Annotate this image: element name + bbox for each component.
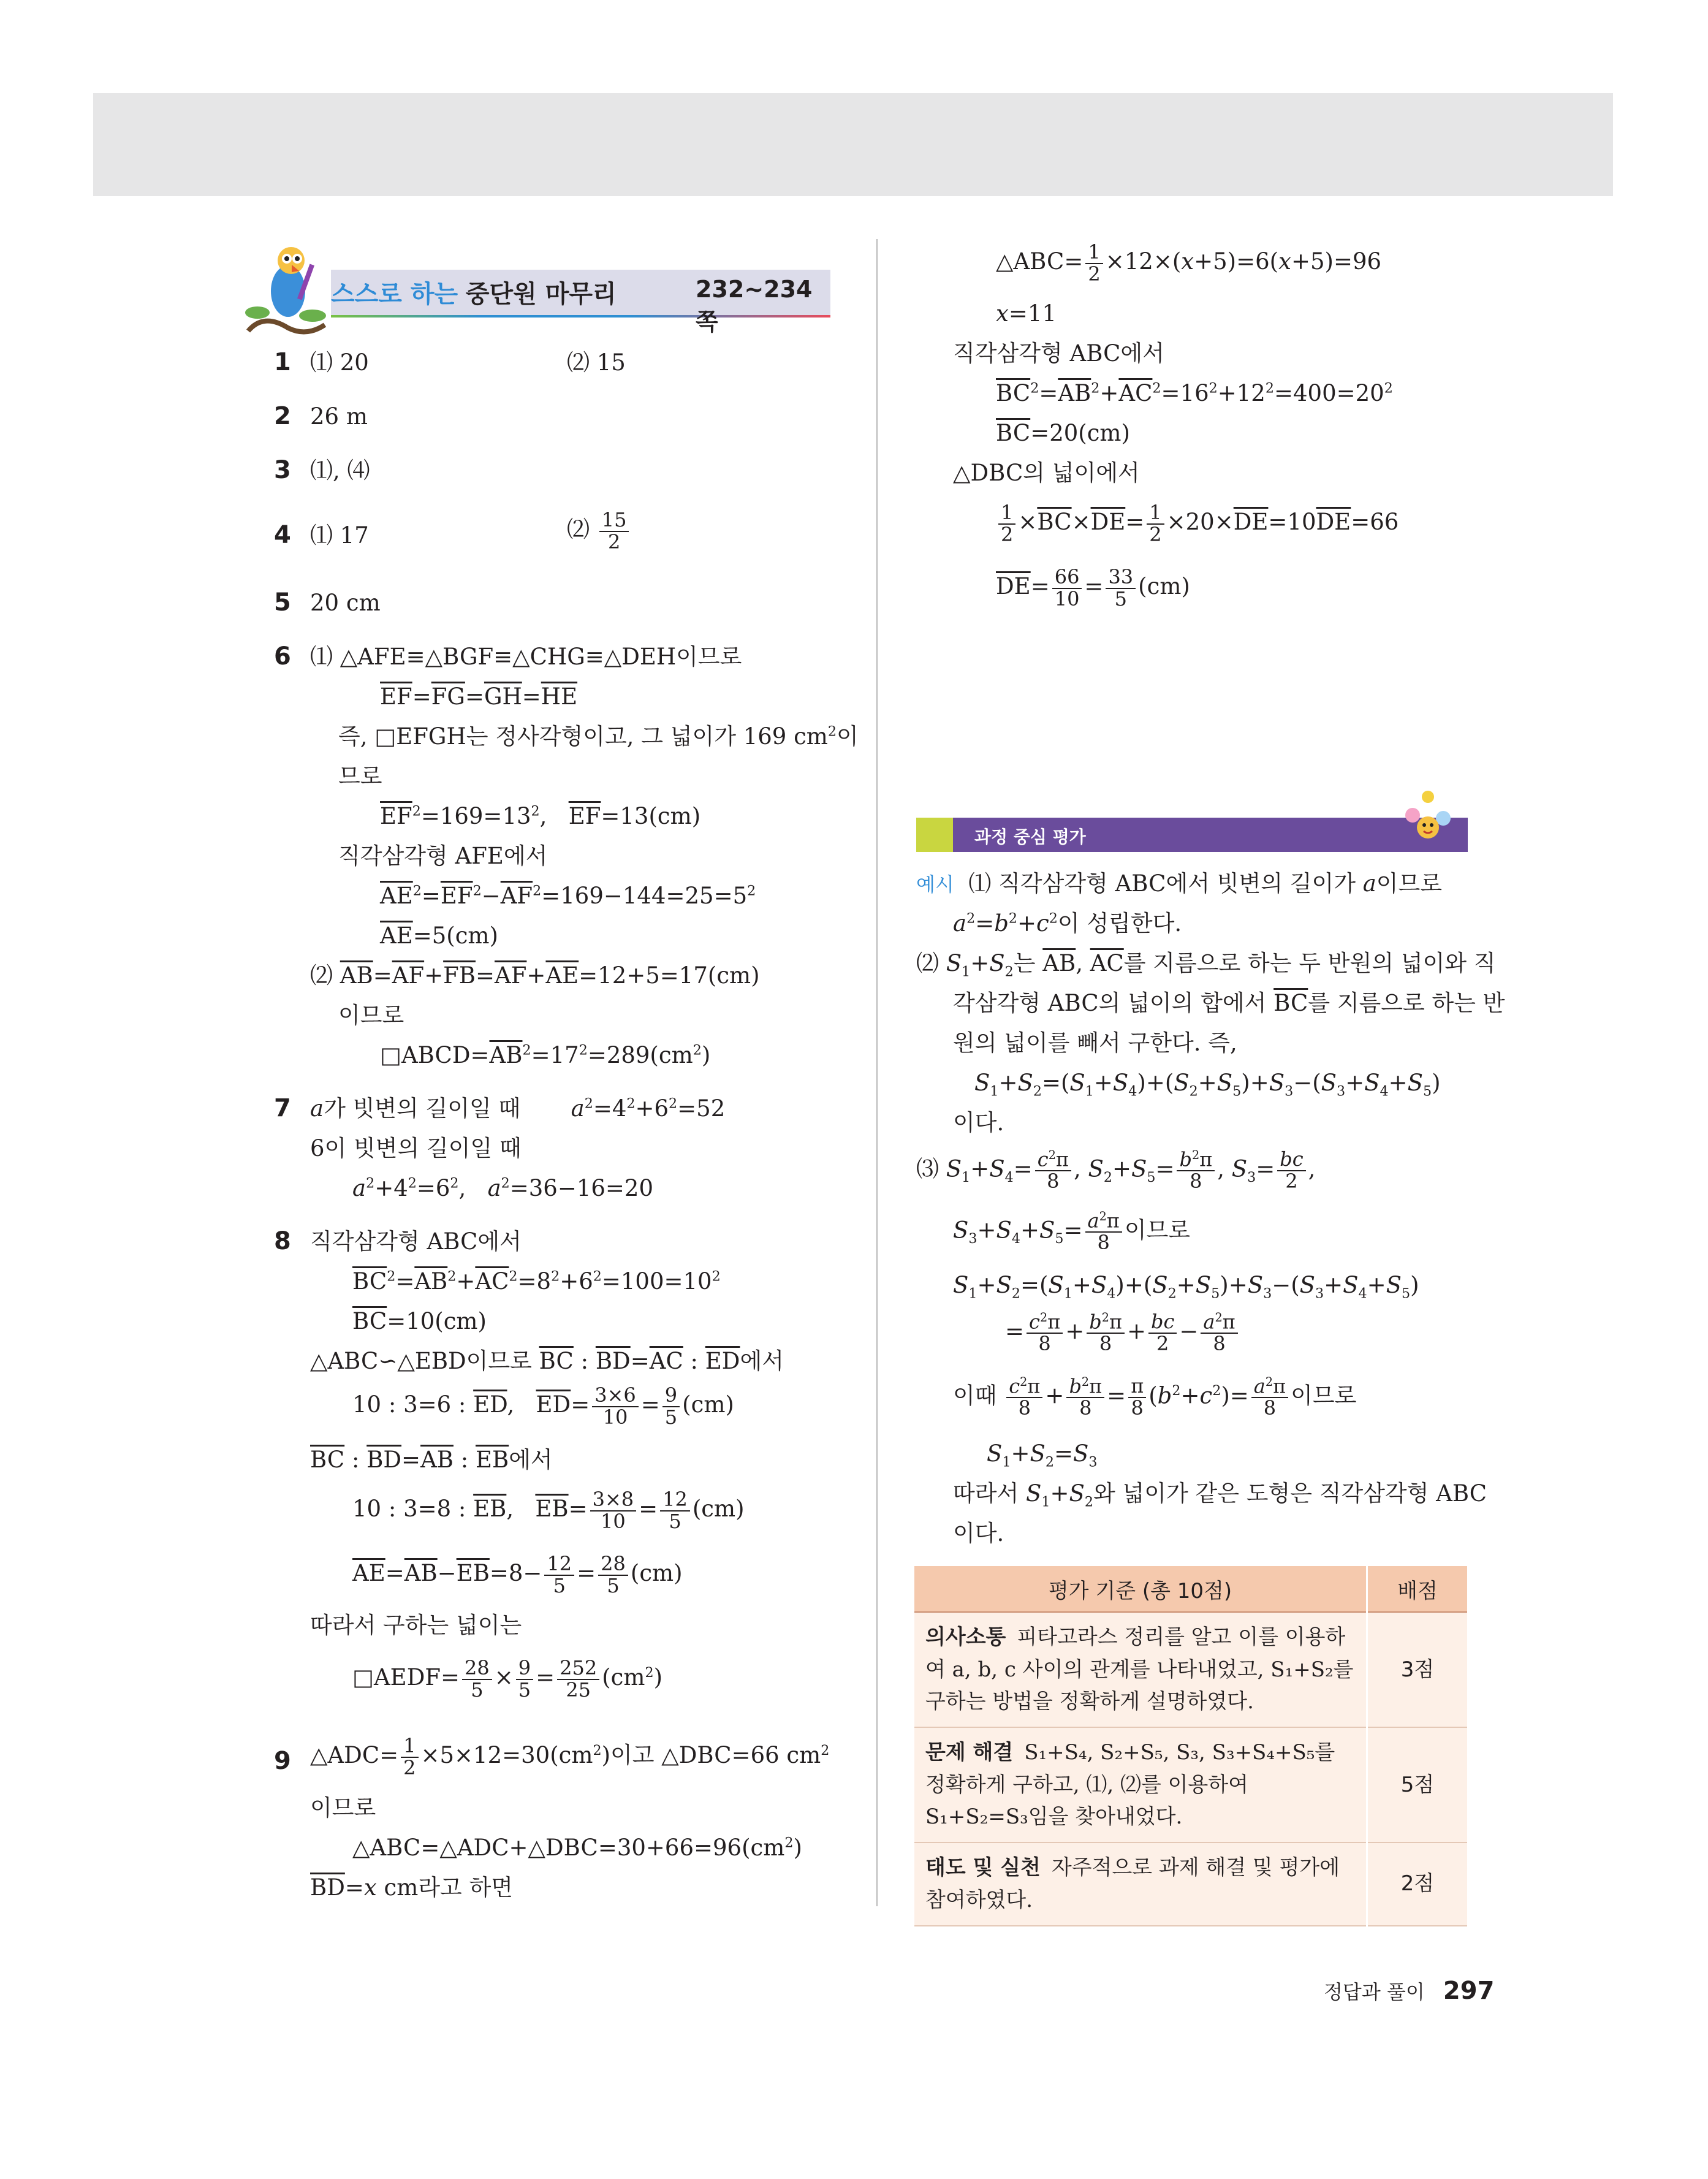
criterion-description: 피타고라스 정리를 알고 이를 이용하여 a, b, c 사이의 관계를 나타내었고, S₁+S₂를 구하는 방법을 정확하게 설명하였다. [925, 1625, 1354, 1714]
solution-line: 직각삼각형 AFE에서 [338, 843, 548, 869]
answer-2-text: 26 m [310, 403, 368, 430]
solution-line: $a^2+4^2=6^2$, $a^2=36-16=20$ [352, 1175, 654, 1201]
solution-line: 이다. [953, 1109, 1004, 1136]
evaluation-table [914, 1566, 1467, 1926]
solution-line: $S_1+S_2=S_3$ [987, 1440, 1098, 1470]
solution-line: $\overline{BC}$ : $\overline{BD}=\overline{AB}$ : $\overline{EB}$에서 [310, 1447, 553, 1473]
answer-7-number: 7 [274, 1094, 291, 1122]
solution-line: △ADC= $\frac{1}{2}$ $\times 5\times 12=30(cm^2)$이고 △DBC=66 $cm^2$ [310, 1734, 830, 1779]
top-band [93, 93, 1613, 196]
solution-line: ⑴ △AFE≡△BGF≡△CHG≡△DEH이므로 [310, 644, 742, 670]
solution-line: △DBC의 넓이에서 [953, 460, 1140, 486]
answer-6-number: 6 [274, 642, 291, 671]
solution-line: 6이 빗변의 길이일 때 [310, 1135, 522, 1162]
solution-line: △ABC= $\frac{1}{2}$ ×12×(x+5)=6(x+5)=96 [996, 240, 1382, 286]
solution-line: 각삼각형 ABC의 넓이의 합에서 $\overline{BC}$를 지름으로 하는 반 [953, 990, 1505, 1016]
solution-line: $\overline{DE}=$ $\frac{66}{10}$ = $\frac{33}{5}$ (cm) [996, 565, 1190, 610]
answer-4-denominator: 2 [607, 530, 621, 553]
answer-4-part1: ⑴ 17 [310, 522, 369, 549]
solution-line: 따라서 구하는 넓이는 [310, 1612, 522, 1638]
solution-line: $S_3+S_4+S_5=$ $\frac{a^2\pi}{8}$ 이므로 [953, 1209, 1191, 1255]
criterion-cell [914, 1612, 1367, 1727]
score-cell: 2점 [1367, 1842, 1468, 1925]
answer-4-part2 [567, 510, 631, 552]
solution-line: $\frac{1}{2}$ $\times\overline{BC}\times\overline{DE}=$ $\frac{1}{2}$ $\times 20\times\overline{DE}=10\overline{DE}=66$ [996, 503, 1399, 545]
answer-5-text: 20 cm [310, 590, 381, 616]
criterion-label: 태도 및 실천 [925, 1855, 1041, 1880]
answer-8-number: 8 [274, 1227, 291, 1255]
banner-title-light: 스스로 하는 [331, 280, 458, 308]
solution-line: 직각삼각형 ABC에서 [953, 340, 1164, 367]
table-header-criteria: 평가 기준 (총 10점) [914, 1566, 1367, 1612]
answer-4-number: 4 [274, 521, 291, 549]
banner-title [331, 275, 617, 310]
solution-line: $S_1+S_2=(S_1+S_4)+(S_2+S_5)+S_3-(S_3+S_4+S_5)$ [953, 1272, 1419, 1302]
solution-line: 즉, □EFGH는 정사각형이고, 그 넓이가 169 $cm^2$이 [338, 723, 859, 750]
solution-line: 따라서 $S_1+S_2$와 넓이가 같은 도형은 직각삼각형 ABC [953, 1480, 1487, 1510]
parrot-icon [239, 239, 331, 337]
solution-line: 직각삼각형 ABC에서 [310, 1228, 522, 1255]
solution-line: $\overline{BC}^2=\overline{AB}^2+\overline{AC}^2=16^2+12^2=400=20^2$ [996, 380, 1393, 406]
table-row [914, 1612, 1467, 1727]
solution-line: 원의 넓이를 빼서 구한다. 즉, [953, 1030, 1237, 1056]
answer-4-fraction [599, 510, 629, 552]
solution-line: △ABC∽△EBD이므로 $\overline{BC}$ : $\overline{BD}=\overline{AC}$ : $\overline{ED}$에서 [310, 1348, 784, 1374]
solution-line: 예시 ⑴ 직각삼각형 ABC에서 빗변의 길이가 a이므로 [916, 870, 1443, 897]
solution-line: $□ABCD=\overline{AB}^2=17^2=289(cm^2)$ [380, 1042, 711, 1068]
solution-line: 이때 $\frac{c^2\pi}{8}$ + $\frac{b^2\pi}{8}$ = $\frac{\pi}{8}$ $(b^2+c^2)=$ $\frac{a^2\pi}{8}$ 이므로 [953, 1374, 1357, 1420]
answer-4-part2-prefix: ⑵ [567, 516, 590, 543]
solution-line: ⑵ $S_1+S_2$는 $\overline{AB}$, $\overline{AC}$를 지름으로 하는 두 반원의 넓이와 직 [916, 950, 1496, 980]
section-banner [239, 239, 830, 335]
page-footer [1324, 1977, 1494, 2005]
solution-line: 이므로 [310, 1795, 376, 1821]
solution-line: $a^2=b^2+c^2$이 성립한다. [953, 910, 1182, 937]
answer-2-number: 2 [274, 402, 291, 430]
score-cell: 5점 [1367, 1727, 1468, 1842]
solution-line: 10 : 3=6 : $\overline{ED}$, $\overline{ED}=$ $\frac{3\times 6}{10}$ = $\frac{9}{5}$ (cm) [352, 1383, 734, 1429]
solution-line: 이다. [953, 1520, 1004, 1546]
badge-tip [916, 818, 953, 852]
criterion-label: 의사소통 [925, 1625, 1006, 1649]
solution-line: $\overline{EF}=\overline{FG}=\overline{GH}=\overline{HE}$ [380, 683, 578, 710]
solution-line: $\triangle ABC=\triangle ADC+\triangle DBC=30+66=96(cm^2)$ [352, 1835, 802, 1861]
answer-1-part1: ⑴ 20 [310, 349, 369, 376]
answer-1-number: 1 [274, 348, 291, 376]
solution-line: $S_1+S_2=(S_1+S_4)+(S_2+S_5)+S_3-(S_3+S_4+S_5)$ [974, 1070, 1441, 1100]
answer-3-text: ⑴, ⑷ [310, 457, 370, 484]
table-header-row [914, 1566, 1467, 1612]
answer-5-number: 5 [274, 588, 291, 617]
solution-line: $\overline{BC}=20(cm)$ [996, 420, 1130, 446]
solution-line: x=11 [996, 300, 1057, 327]
table-row [914, 1842, 1467, 1925]
table-header-score: 배점 [1367, 1566, 1468, 1612]
banner-title-bold: 중단원 마무리 [465, 280, 617, 308]
solution-line: $\overline{BC}^2=\overline{AB}^2+\overline{AC}^2=8^2+6^2=100=10^2$ [352, 1268, 721, 1295]
criterion-cell [914, 1727, 1367, 1842]
solution-line: $\overline{AE}=5(cm)$ [380, 922, 498, 949]
flower-icon [1394, 785, 1462, 852]
criterion-label: 문제 해결 [925, 1740, 1014, 1765]
badge-title: 과정 중심 평가 [974, 827, 1086, 847]
solution-line: ⑶ $S_1+S_4=$ $\frac{c^2\pi}{8}$ , $S_2+S_5=$ $\frac{b^2\pi}{8}$ , $S_3=$ $\frac{bc}{2}$ , [916, 1147, 1316, 1193]
answer-1-part2: ⑵ 15 [567, 349, 626, 376]
solution-line: 이므로 [338, 1002, 404, 1029]
answer-9-number: 9 [274, 1747, 291, 1775]
solution-line: □AEDF= $\frac{28}{5}$ × $\frac{9}{5}$ = $\frac{252}{25}$ $(cm^2)$ [352, 1656, 663, 1702]
score-cell: 3점 [1367, 1612, 1468, 1727]
solution-line: $\overline{AE}^2=\overline{EF}^2-\overline{AF}^2=169-144=25=5^2$ [380, 883, 756, 909]
answer-4-numerator: 15 [599, 510, 629, 532]
solution-line: = $\frac{c^2\pi}{8}$ + $\frac{b^2\pi}{8}$ + $\frac{bc}{2}$ − $\frac{a^2\pi}{8}$ [1005, 1312, 1240, 1355]
solution-line: ⑵ $\overline{AB}=\overline{AF}+\overline{FB}=\overline{AF}+\overline{AE}=12+5=17(cm)$ [310, 962, 760, 989]
solution-line: $\overline{BC}=10(cm)$ [352, 1308, 487, 1334]
solution-line: 10 : 3=8 : $\overline{EB}$, $\overline{EB}=$ $\frac{3\times 8}{10}$ = $\frac{12}{5}$ (cm) [352, 1488, 745, 1533]
solution-line: $\overline{AE}=\overline{AB}-\overline{EB}=8-$ $\frac{12}{5}$ = $\frac{28}{5}$ (cm) [352, 1552, 683, 1597]
solution-line: a가 빗변의 길이일 때 $a^2=4^2+6^2=52$ [310, 1095, 726, 1122]
footer-label: 정답과 풀이 [1324, 1980, 1425, 2004]
solution-line: $\overline{BD}=x$ cm라고 하면 [310, 1874, 514, 1901]
criterion-description: S₁+S₄, S₂+S₅, S₃, S₃+S₄+S₅를 정확하게 구하고, ⑴, ⑵를 이용하여 S₁+S₂=S₃임을 찾아내었다. [925, 1740, 1335, 1830]
solution-line: $\overline{EF}^2=169=13^2$, $\overline{EF}=13(cm)$ [380, 803, 701, 829]
banner-pages: 232~234쪽 [696, 276, 813, 335]
criterion-cell [914, 1842, 1367, 1925]
evaluation-badge [916, 809, 1468, 852]
solution-line: 므로 [338, 763, 382, 789]
criterion-description: 자주적으로 과제 해결 및 평가에 참여하였다. [925, 1855, 1340, 1912]
table-row [914, 1727, 1467, 1842]
example-label: 예시 [916, 873, 954, 896]
answer-3-number: 3 [274, 456, 291, 484]
page-number: 297 [1443, 1977, 1495, 2005]
column-divider [876, 239, 878, 1906]
